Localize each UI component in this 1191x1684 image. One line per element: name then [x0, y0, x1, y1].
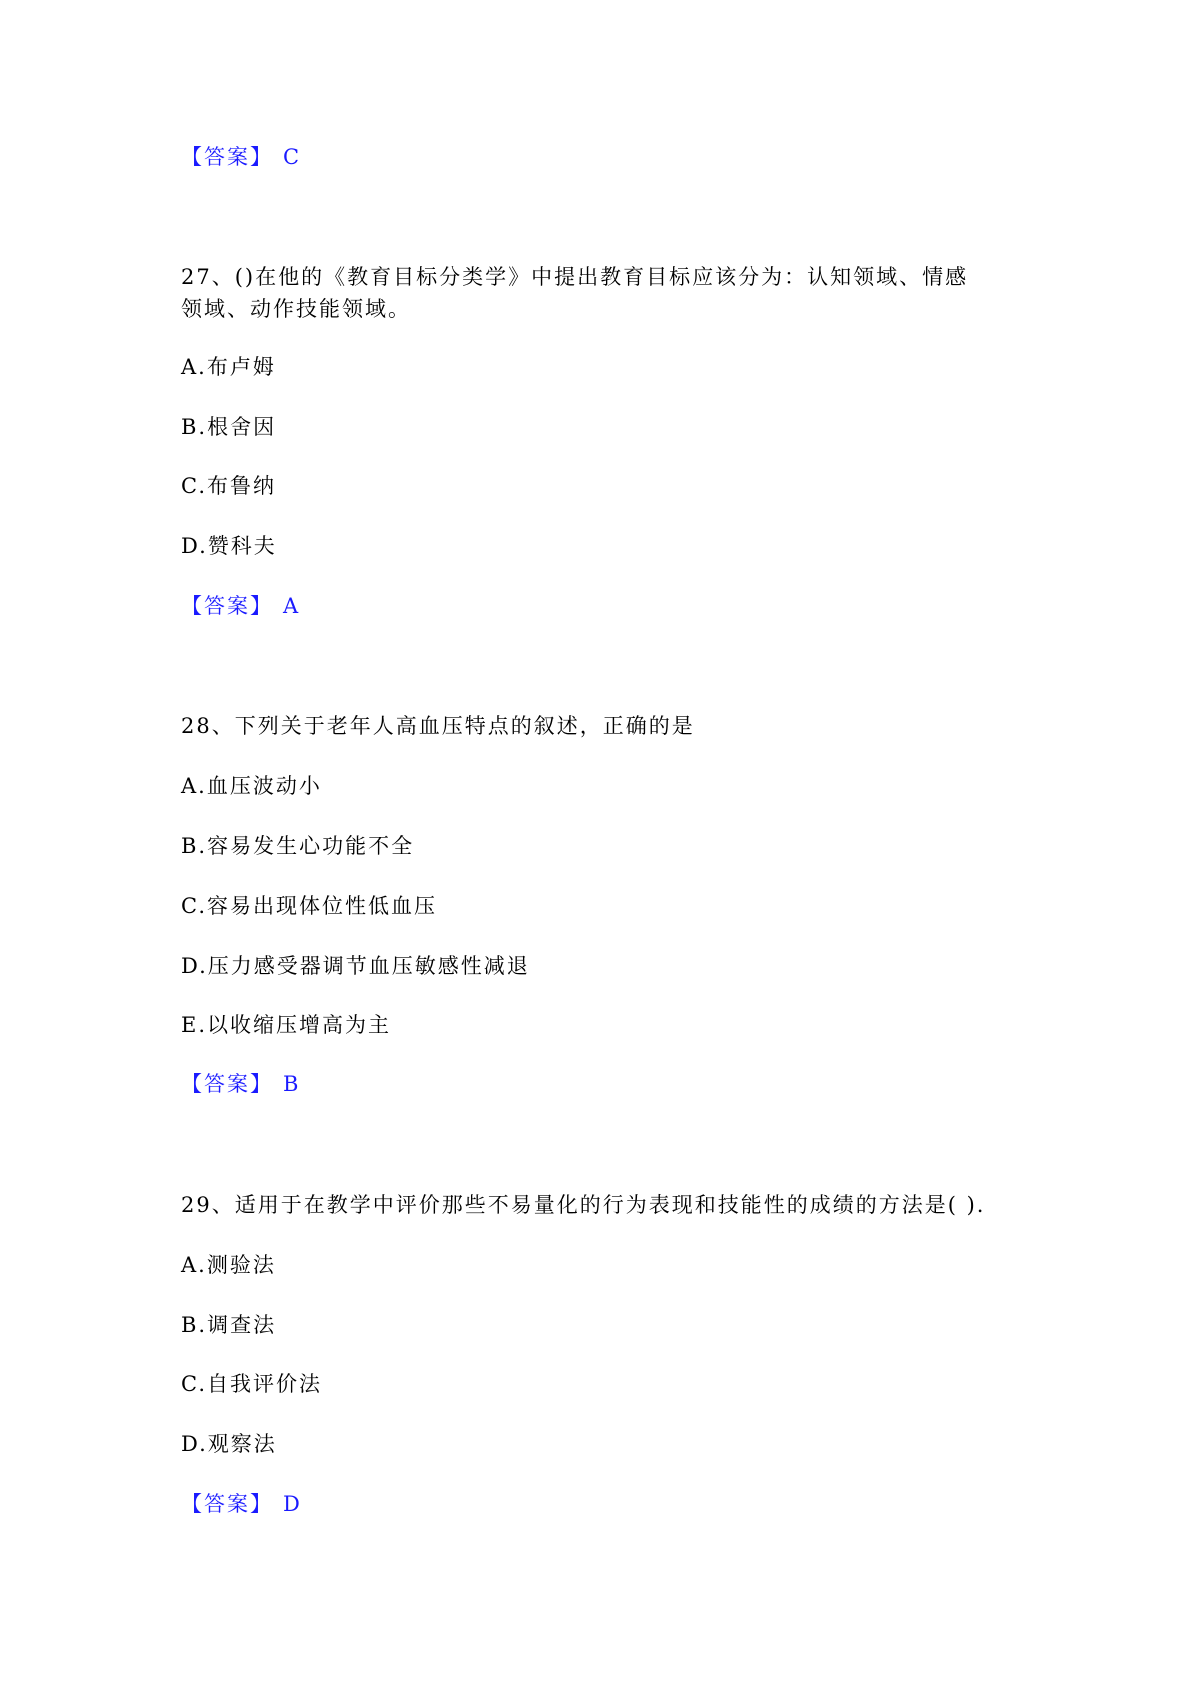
answer-bracket-open: 【 — [181, 1072, 204, 1096]
question-27-option-c: C.布鲁纳 — [181, 474, 276, 498]
question-29-stem: 29、适用于在教学中评价那些不易量化的行为表现和技能性的成绩的方法是( ). — [181, 1193, 986, 1217]
answer-value: A — [283, 594, 301, 618]
answer-line-prev — [181, 142, 301, 173]
question-28-option-a: A.血压波动小 — [181, 774, 322, 798]
answer-bracket-open: 【 — [181, 1492, 204, 1516]
question-29-option-a: A.测验法 — [181, 1253, 276, 1277]
question-28-option-d: D.压力感受器调节血压敏感性减退 — [181, 954, 530, 978]
question-27-option-a: A.布卢姆 — [181, 355, 276, 379]
question-27-option-d: D.赞科夫 — [181, 534, 277, 558]
question-29-option-c: C.自我评价法 — [181, 1372, 322, 1396]
answer-bracket-close: 】 — [250, 145, 273, 169]
question-27-option-b: B.根舍因 — [181, 415, 277, 439]
answer-label: 答案 — [204, 1072, 250, 1096]
answer-line-27 — [181, 591, 300, 622]
answer-value: B — [283, 1072, 301, 1096]
answer-bracket-close: 】 — [250, 1072, 273, 1096]
question-29-option-d: D.观察法 — [181, 1432, 277, 1456]
answer-label: 答案 — [204, 594, 250, 618]
answer-value: C — [283, 145, 302, 169]
question-29-option-b: B.调查法 — [181, 1313, 277, 1337]
question-28-option-e: E.以收缩压增高为主 — [181, 1013, 392, 1037]
answer-bracket-open: 【 — [181, 145, 204, 169]
question-27-stem-line-2: 领域、动作技能领域。 — [181, 297, 411, 321]
answer-label: 答案 — [204, 145, 250, 169]
question-28-option-b: B.容易发生心功能不全 — [181, 834, 415, 858]
question-27-stem-line-1: 27、()在他的《教育目标分类学》中提出教育目标应该分为：认知领域、情感 — [181, 265, 969, 289]
answer-bracket-close: 】 — [250, 1492, 273, 1516]
answer-value: D — [283, 1492, 302, 1516]
answer-bracket-open: 【 — [181, 594, 204, 618]
answer-bracket-close: 】 — [250, 594, 273, 618]
question-28-stem: 28、下列关于老年人高血压特点的叙述，正确的是 — [181, 714, 695, 738]
answer-line-28 — [181, 1069, 300, 1100]
answer-line-29 — [181, 1489, 302, 1520]
answer-label: 答案 — [204, 1492, 250, 1516]
question-28-option-c: C.容易出现体位性低血压 — [181, 894, 437, 918]
